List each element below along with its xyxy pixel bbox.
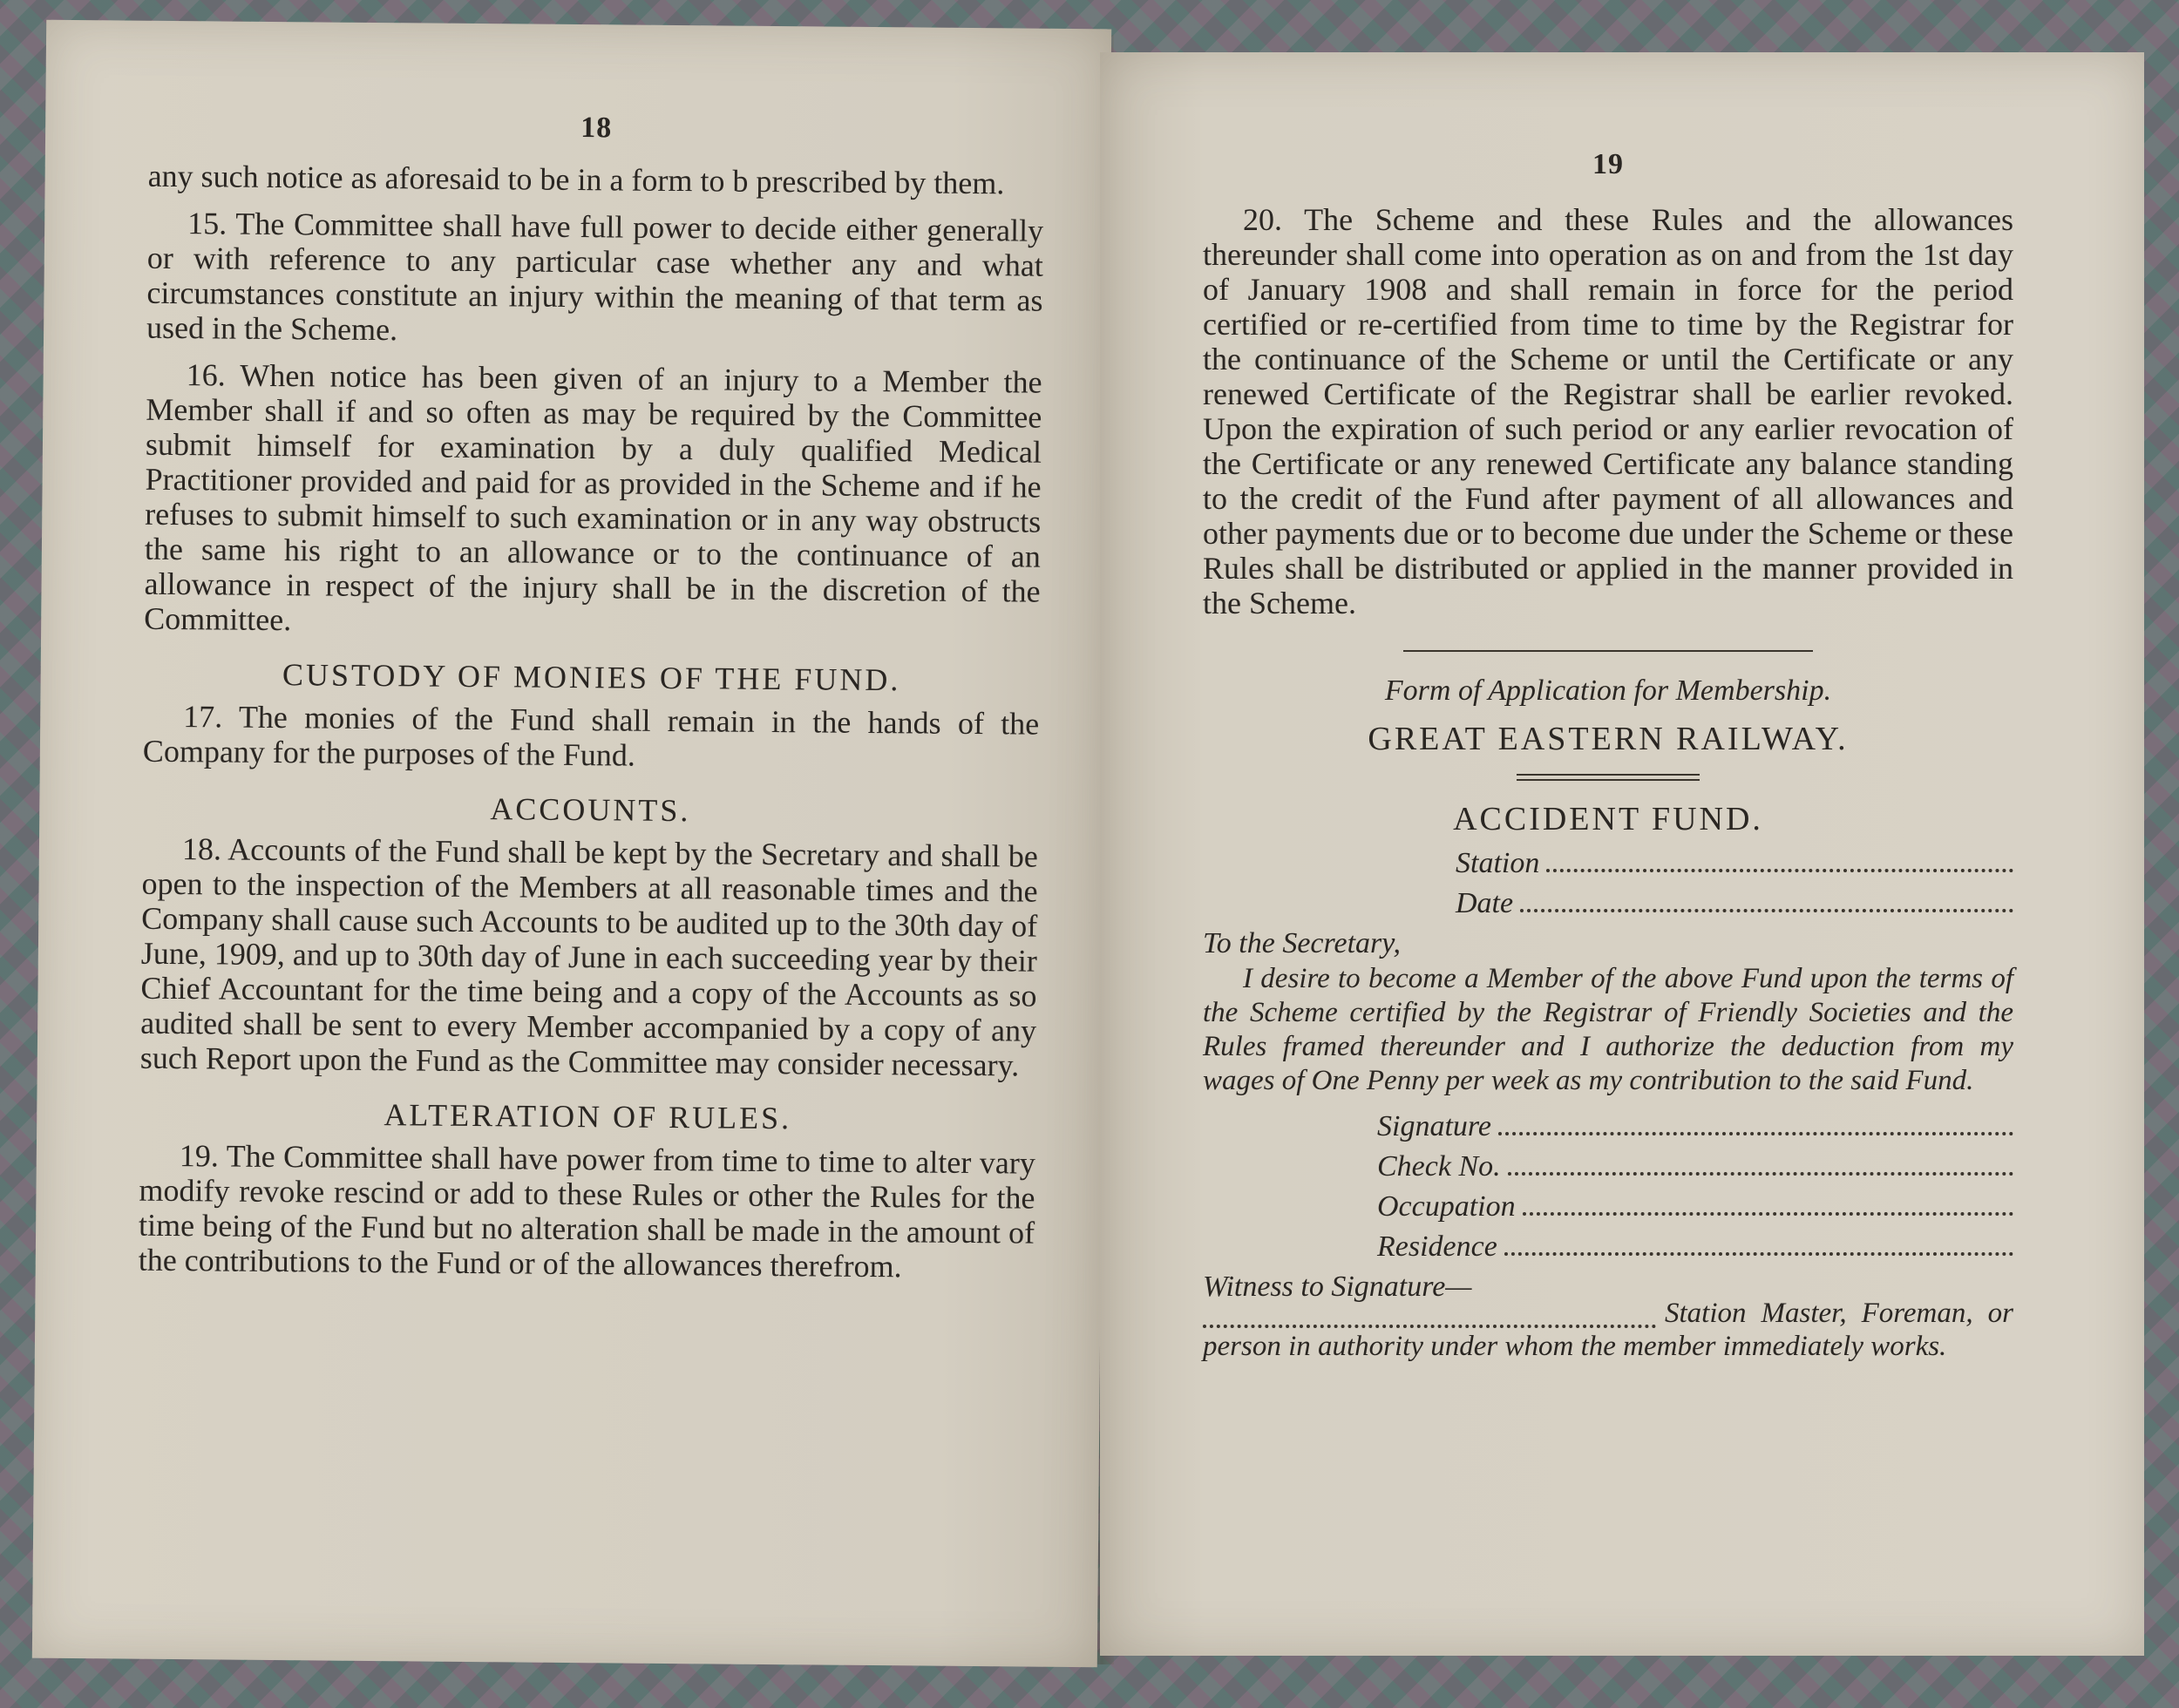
occupation-dots — [1523, 1203, 2013, 1216]
rule-16: 16. When notice has been given of an injury to a Member the Member shall if and so often as may be required by the Committee submit himself for examination by a duly qualified Medical Practitioner provided and paid for as provided in the Scheme and if he refuses to submit himself to such examination or in any way obstructs the same his right to an allowance or to the continuance of an allowance in respect of the injury shall be in the discretion of the Committee. — [144, 357, 1042, 638]
rule-17: 17. The monies of the Fund shall remain in the hands of the Company for the purposes of the Fund. — [142, 699, 1040, 773]
rule-18: 18. Accounts of the Fund shall be kept by the Secretary and shall be open to the inspection of the Members at all reasonable times and the Company shall cause such Accounts to be audited up to the 30th day of June, 1909, and up to 30th day of June in each succeeding year by their Chief Accountant for the time being and a copy of the Accounts as so audited shall be sent to every Member accompanied by a copy of any such Report upon the Fund as the Committee may consider necessary. — [139, 831, 1039, 1083]
residence-dots — [1504, 1244, 2013, 1256]
check-no-label: Check No. — [1377, 1150, 1501, 1183]
check-no-dots — [1508, 1163, 2013, 1176]
signature-dots — [1498, 1123, 2013, 1135]
station-label: Station — [1456, 847, 1540, 879]
witness-note: Station Master, Foreman, or person in authority under whom the member immediately works. — [1203, 1298, 2013, 1362]
left-page — [32, 20, 1111, 1668]
page-number-19: 19 — [1592, 148, 1624, 180]
residence-label: Residence — [1377, 1230, 1497, 1263]
station-dots — [1546, 860, 2013, 872]
fund-name: ACCIDENT FUND. — [1453, 801, 1763, 837]
salutation: To the Secretary, — [1203, 927, 1401, 959]
witness-label: Witness to Signature— — [1203, 1271, 1472, 1303]
signature-label: Signature — [1377, 1110, 1491, 1142]
double-rule — [1517, 774, 1700, 781]
declaration-text: I desire to become a Member of the above Fund upon the terms of the Scheme certified by the Registrar of Friendly Societies and the Rules framed thereunder and I authorize the deduction from my wages of One Penny per week as my contribution to the said Fund. — [1203, 963, 2013, 1096]
station-field[interactable] — [1456, 847, 2013, 880]
check-no-field[interactable] — [1377, 1150, 2013, 1183]
divider-line — [1403, 650, 1813, 652]
heading-custody: CUSTODY OF MONIES OF THE FUND. — [282, 657, 901, 698]
rule-15: 15. The Committee shall have full power to decide either generally or with reference to any particular case whether any and what circumstances constitute an injury within the meaning of that term as used in the Scheme. — [146, 206, 1044, 348]
form-title: Form of Application for Membership. — [1384, 674, 1832, 707]
page-number-18: 18 — [580, 112, 613, 145]
paragraph-intro: any such notice as aforesaid to be in a form to b prescribed by them. — [147, 158, 1005, 201]
right-page — [1100, 52, 2144, 1656]
occupation-field[interactable] — [1377, 1190, 2013, 1223]
date-field[interactable] — [1456, 887, 2013, 920]
rule-20: 20. The Scheme and these Rules and the allowances thereunder shall come into operation as on and from the 1st day of January 1908 and shall remain in force for the period certified or re-certified from time to time by the Registrar for the continuance of the Scheme or until the Certificate or any renewed Certificate of the Registrar shall be earlier revoked. Upon the expiration of such period or any earlier revocation of the Certificate or any renewed Certificate any balance standing to the credit of the Fund after payment of all allowances and other payments due or to become due under the Scheme or these Rules shall be distributed or applied in the manner provided in the Scheme. — [1203, 202, 2013, 620]
company-name: GREAT EASTERN RAILWAY. — [1368, 721, 1849, 757]
residence-field[interactable] — [1377, 1230, 2013, 1264]
date-dots — [1520, 900, 2013, 912]
witness-dots — [1203, 1316, 1656, 1328]
rule-19: 19. The Committee shall have power from time to time to alter vary modify revoke rescind or add to these Rules or other the Rules for the time being of the Fund but no alteration shall be made in the amount of the contributions to the Fund or of the allowances therefrom. — [138, 1138, 1035, 1284]
signature-field[interactable] — [1377, 1110, 2013, 1143]
heading-accounts: ACCOUNTS. — [490, 791, 691, 829]
date-label: Date — [1456, 887, 1514, 919]
occupation-label: Occupation — [1377, 1190, 1516, 1223]
heading-alteration: ALTERATION OF RULES. — [384, 1097, 792, 1136]
